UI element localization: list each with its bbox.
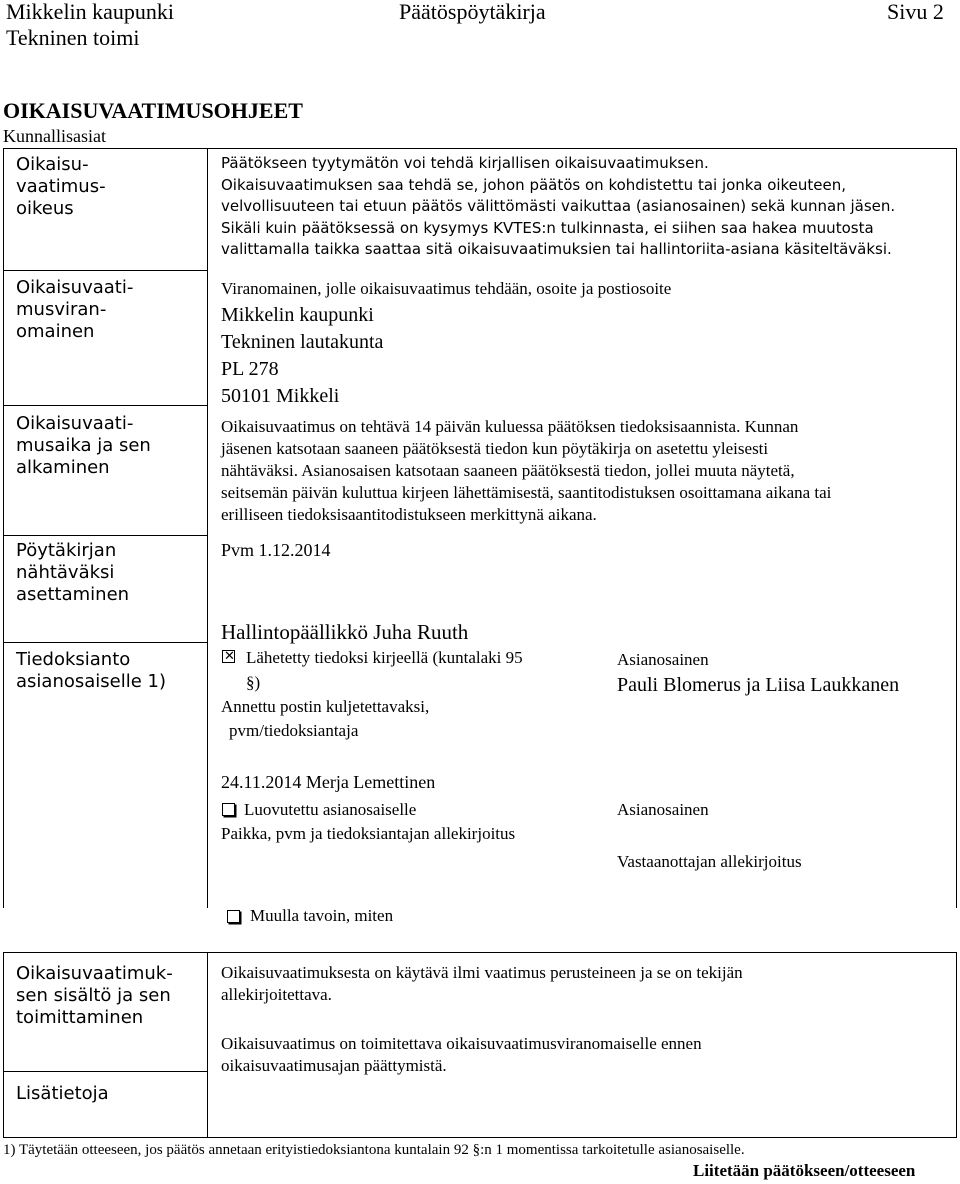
posting-official: Hallintopäällikkö Juha Ruuth <box>221 620 469 644</box>
party-names: Pauli Blomerus ja Liisa Laukkanen <box>617 674 900 696</box>
delivered-checkbox[interactable] <box>222 803 235 816</box>
header-dept: Tekninen toimi <box>6 25 140 50</box>
label-divider <box>3 535 208 536</box>
party-label-2: Asianosainen <box>617 800 709 819</box>
column-divider <box>207 148 208 908</box>
content-paragraph-1: Oikaisuvaatimuksesta on käytävä ilmi vaatimus perusteineen ja se on tekijän allekirjoitettava. <box>221 963 743 1004</box>
footnote: 1) Täytetään otteeseen, jos päätös annetaan erityistiedoksiantona kuntalain 92 §:n 1 momentissa tarkoitetulle asianosaiselle. <box>3 1142 745 1158</box>
authority-intro: Viranomainen, jolle oikaisuvaatimus tehdään, osoite ja postiosoite <box>221 279 672 298</box>
other-method-label: Muulla tavoin, miten <box>250 906 394 925</box>
time-text: Oikaisuvaatimus on tehtävä 14 päivän kuluessa päätöksen tiedoksisaannista. Kunnan jäsenen katsotaan saaneen päätöksestä tiedon kun pöytäkirja on asetettu yleisesti nähtäväksi. Asianosaisen katsotaan saaneen päätöksestä tiedon, jollei muuta näytetä, seitsemän päivän kuluttua kirjeen lähettämisestä, saantitodistuksen osoittamana aikana tai erilliseen tiedoksisaantitodistukseen merkittynä aikana. <box>221 417 832 524</box>
label-time: Oikaisuvaati- musaika ja sen alkaminen <box>16 413 151 478</box>
delivered-label: Luovutettu asianosaiselle <box>244 800 417 819</box>
mailed-label: Annettu postin kuljetettavaksi, <box>221 697 430 716</box>
page-title: OIKAISUVAATIMUSOHJEET <box>3 98 303 123</box>
authority-address: Mikkelin kaupunki Tekninen lautakunta PL 278 50101 Mikkeli <box>221 304 384 407</box>
header-doc-type: Päätöspöytäkirja <box>399 0 546 24</box>
right-text: Päätökseen tyytymätön voi tehdä kirjallisen oikaisuvaatimuksen. Oikaisuvaatimuksen saa tehdä se, johon päätös on kohdistettu tai jonka oikeuteen, velvollisuuteen tai etuun päätös välittömästi vaikuttaa (asianosainen) sekä kunnan jäsen. Sikäli kuin päätöksessä on kysymys KVTES:n tulkinnasta, ei siihen saa hakea muutosta valittamalla taikka saattaa sitä oikaisuvaatimuksien tai hallintoriita-asiana käsiteltäväksi. <box>221 154 896 258</box>
other-method-checkbox[interactable] <box>227 910 240 923</box>
delivered-signature-label: Paikka, pvm ja tiedoksiantajan allekirjoitus <box>221 824 516 843</box>
column-divider <box>207 952 208 1138</box>
x-mark-icon: ✕ <box>224 648 235 663</box>
label-divider <box>3 405 208 406</box>
mailed-sub-label: pvm/tiedoksiantaja <box>229 721 359 740</box>
label-divider <box>3 642 208 643</box>
label-authority: Oikaisuvaati- musviran- omainen <box>16 277 134 342</box>
sent-by-letter-checkbox[interactable] <box>222 650 235 663</box>
main-table <box>3 148 957 908</box>
header-org: Mikkelin kaupunki <box>6 0 175 24</box>
label-divider <box>3 270 208 271</box>
sent-date-sender: 24.11.2014 Merja Lemettinen <box>221 772 436 792</box>
label-extra: Lisätietoja <box>16 1083 109 1104</box>
content-paragraph-2: Oikaisuvaatimus on toimitettava oikaisuvaatimusviranomaiselle ennen oikaisuvaatimusajan päättymistä. <box>221 1034 702 1075</box>
label-notice: Tiedoksianto asianosaiselle 1) <box>16 649 166 692</box>
attachment-note: Liitetään päätökseen/otteeseen <box>693 1161 916 1180</box>
recipient-signature-label: Vastaanottajan allekirjoitus <box>617 852 802 871</box>
party-label: Asianosainen <box>617 650 709 669</box>
label-right: Oikaisu- vaatimus- oikeus <box>16 154 106 219</box>
label-divider <box>3 1071 208 1072</box>
sent-by-letter-label: Lähetetty tiedoksi kirjeellä (kuntalaki 95 <box>246 648 523 667</box>
sent-by-letter-label-cont: §) <box>246 673 261 692</box>
posting-date: Pvm 1.12.2014 <box>221 540 331 560</box>
page-subtitle: Kunnallisasiat <box>3 126 106 146</box>
label-content: Oikaisuvaatimuk- sen sisältö ja sen toimittaminen <box>16 963 173 1028</box>
label-posting: Pöytäkirjan nähtäväksi asettaminen <box>16 540 130 605</box>
header-page: Sivu 2 <box>887 0 944 24</box>
